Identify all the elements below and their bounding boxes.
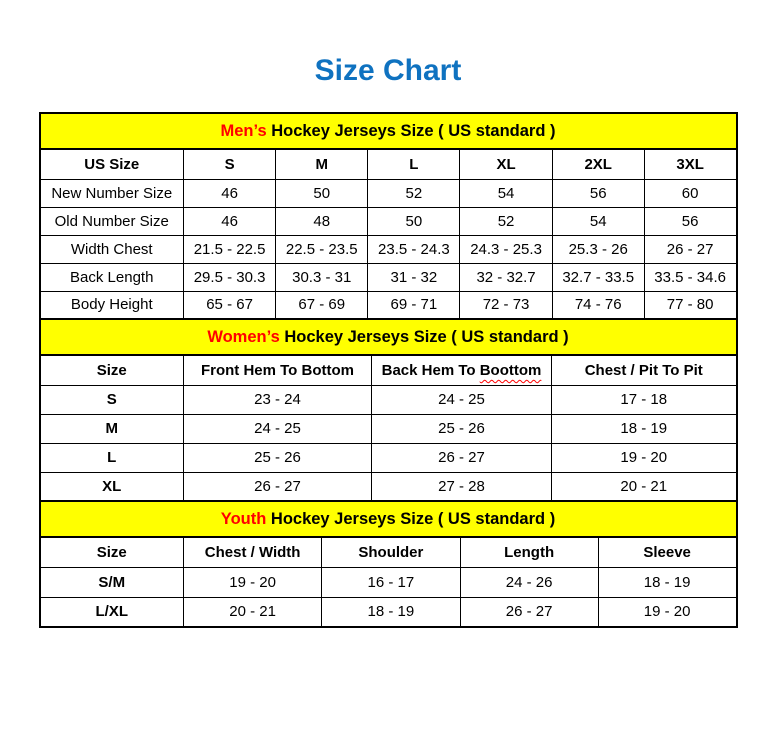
size-value: 67 - 69 — [276, 291, 368, 319]
table-row — [40, 235, 737, 263]
size-value: 25 - 26 — [372, 414, 552, 443]
table-row — [40, 385, 737, 414]
size-value: 18 - 19 — [322, 597, 460, 627]
mens-size-table — [39, 112, 738, 320]
table-row — [40, 291, 737, 319]
womens-caption-text: Hockey Jerseys Size ( US standard ) — [279, 327, 569, 346]
column-header-text: Back Hem To — [381, 361, 480, 379]
size-value: 54 — [552, 207, 644, 235]
youth-caption-accent: Youth — [220, 509, 267, 528]
size-value: 65 - 67 — [184, 291, 276, 319]
youth-caption-text: Hockey Jerseys Size ( US standard ) — [266, 509, 556, 528]
size-value: 31 - 32 — [368, 263, 460, 291]
mens-table-caption — [40, 113, 737, 149]
youth-header-row — [40, 537, 737, 567]
column-header: XL — [460, 149, 552, 179]
mens-header-row — [40, 149, 737, 179]
page-title: Size Chart — [314, 54, 462, 87]
row-label: New Number Size — [40, 179, 184, 207]
row-label: Body Height — [40, 291, 184, 319]
size-chart — [39, 112, 738, 628]
size-value: 23 - 24 — [184, 385, 372, 414]
size-value: 56 — [552, 179, 644, 207]
size-value: 72 - 73 — [460, 291, 552, 319]
column-header: Chest / Pit To Pit — [552, 355, 737, 385]
table-row — [40, 443, 737, 472]
size-value: 30.3 - 31 — [276, 263, 368, 291]
size-value: 19 - 20 — [598, 597, 736, 627]
size-value: 52 — [368, 179, 460, 207]
mens-caption-row — [40, 113, 737, 149]
table-row — [40, 597, 737, 627]
womens-table-caption — [40, 319, 737, 355]
column-header: 3XL — [644, 149, 736, 179]
row-label: Old Number Size — [40, 207, 184, 235]
size-value: 26 - 27 — [460, 597, 598, 627]
column-header: Shoulder — [322, 537, 460, 567]
misspelled-word: Boottom — [479, 361, 542, 379]
size-value: 22.5 - 23.5 — [276, 235, 368, 263]
column-header: US Size — [40, 149, 184, 179]
size-value: 46 — [184, 179, 276, 207]
row-label: S — [40, 385, 184, 414]
table-row — [40, 207, 737, 235]
size-value: 17 - 18 — [552, 385, 737, 414]
youth-caption-row — [40, 501, 737, 537]
column-header: Size — [40, 355, 184, 385]
size-value: 60 — [644, 179, 736, 207]
womens-size-table — [39, 318, 738, 502]
size-value: 20 - 21 — [552, 472, 737, 501]
size-value: 18 - 19 — [598, 567, 736, 597]
size-chart-page — [0, 54, 776, 746]
column-header: Front Hem To Bottom — [184, 355, 372, 385]
size-value: 19 - 20 — [184, 567, 322, 597]
youth-table-caption — [40, 501, 737, 537]
size-value: 24.3 - 25.3 — [460, 235, 552, 263]
size-value: 16 - 17 — [322, 567, 460, 597]
youth-size-table — [39, 500, 738, 628]
table-row — [40, 567, 737, 597]
row-label: M — [40, 414, 184, 443]
size-value: 77 - 80 — [644, 291, 736, 319]
row-label: L/XL — [40, 597, 184, 627]
size-value: 23.5 - 24.3 — [368, 235, 460, 263]
size-value: 48 — [276, 207, 368, 235]
column-header: Sleeve — [598, 537, 736, 567]
size-value: 26 - 27 — [184, 472, 372, 501]
table-row — [40, 263, 737, 291]
column-header: Length — [460, 537, 598, 567]
size-value: 25 - 26 — [184, 443, 372, 472]
size-value: 18 - 19 — [552, 414, 737, 443]
size-value: 54 — [460, 179, 552, 207]
table-row — [40, 472, 737, 501]
womens-caption-accent: Women’s — [207, 327, 280, 346]
size-value: 24 - 25 — [372, 385, 552, 414]
size-value: 26 - 27 — [372, 443, 552, 472]
size-value: 32.7 - 33.5 — [552, 263, 644, 291]
mens-caption-accent: Men’s — [220, 121, 267, 140]
size-value: 21.5 - 22.5 — [184, 235, 276, 263]
size-value: 52 — [460, 207, 552, 235]
size-value: 24 - 25 — [184, 414, 372, 443]
size-value: 24 - 26 — [460, 567, 598, 597]
size-value: 27 - 28 — [372, 472, 552, 501]
column-header: Chest / Width — [184, 537, 322, 567]
column-header: L — [368, 149, 460, 179]
column-header: M — [276, 149, 368, 179]
size-value: 74 - 76 — [552, 291, 644, 319]
size-value: 50 — [368, 207, 460, 235]
size-value: 29.5 - 30.3 — [184, 263, 276, 291]
table-row — [40, 179, 737, 207]
size-value: 33.5 - 34.6 — [644, 263, 736, 291]
row-label: XL — [40, 472, 184, 501]
column-header: S — [184, 149, 276, 179]
row-label: Width Chest — [40, 235, 184, 263]
size-value: 50 — [276, 179, 368, 207]
column-header — [372, 355, 552, 385]
size-value: 46 — [184, 207, 276, 235]
womens-header-row — [40, 355, 737, 385]
size-value: 26 - 27 — [644, 235, 736, 263]
size-value: 20 - 21 — [184, 597, 322, 627]
size-value: 25.3 - 26 — [552, 235, 644, 263]
column-header: 2XL — [552, 149, 644, 179]
row-label: S/M — [40, 567, 184, 597]
column-header: Size — [40, 537, 184, 567]
table-row — [40, 414, 737, 443]
size-value: 32 - 32.7 — [460, 263, 552, 291]
mens-caption-text: Hockey Jerseys Size ( US standard ) — [266, 121, 556, 140]
size-value: 69 - 71 — [368, 291, 460, 319]
row-label: Back Length — [40, 263, 184, 291]
size-value: 19 - 20 — [552, 443, 737, 472]
row-label: L — [40, 443, 184, 472]
womens-caption-row — [40, 319, 737, 355]
size-value: 56 — [644, 207, 736, 235]
